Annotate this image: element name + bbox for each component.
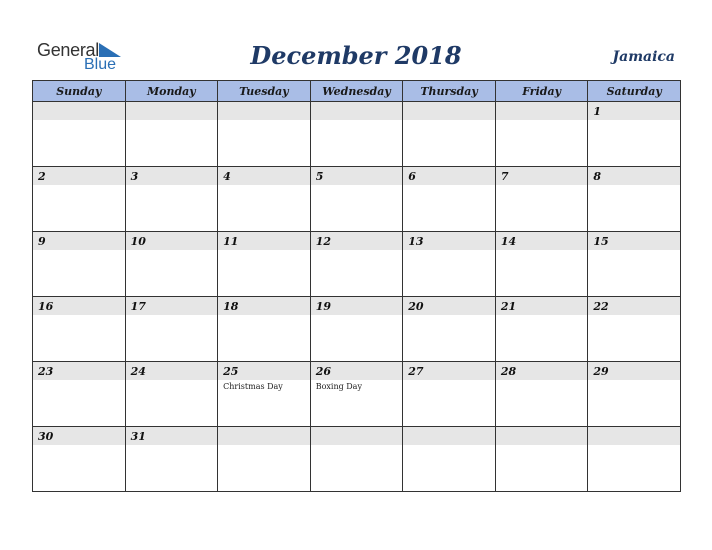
day-cell [495, 102, 588, 167]
day-number-band [126, 102, 218, 120]
week-row [33, 297, 681, 362]
day-number-band [311, 427, 403, 445]
weekday-header: Friday [495, 81, 588, 102]
weekday-header: Tuesday [218, 81, 311, 102]
week-row [33, 167, 681, 232]
day-number-band [311, 102, 403, 120]
week-row [33, 232, 681, 297]
day-cell [403, 102, 496, 167]
day-cell [310, 102, 403, 167]
day-cell [403, 167, 496, 232]
day-cell [310, 362, 403, 427]
day-number-band [588, 427, 680, 445]
day-cell [218, 167, 311, 232]
day-cell [125, 232, 218, 297]
holiday-label: Christmas Day [223, 382, 283, 391]
day-cell [125, 427, 218, 492]
day-number: 25 [223, 365, 239, 378]
day-cell [588, 427, 681, 492]
day-number: 8 [593, 170, 602, 183]
country-name: Jamaica [612, 49, 675, 65]
logo-text-general: General [37, 40, 99, 60]
day-cell [495, 427, 588, 492]
day-cell [588, 232, 681, 297]
day-cell [588, 362, 681, 427]
day-number-band [588, 102, 680, 120]
holiday-label: Boxing Day [315, 382, 362, 391]
day-number: 21 [500, 300, 517, 313]
day-number: 28 [500, 365, 517, 378]
day-number: 17 [130, 300, 146, 313]
day-cell [403, 297, 496, 362]
day-cell [33, 102, 126, 167]
day-cell [125, 297, 218, 362]
day-cell [125, 167, 218, 232]
day-number-band [403, 167, 495, 185]
day-number-band [218, 167, 310, 185]
day-number-band [588, 167, 680, 185]
day-cell [588, 102, 681, 167]
day-number-band [33, 167, 125, 185]
day-number: 1 [593, 105, 602, 118]
weekday-header: Monday [125, 81, 218, 102]
weekday-header: Saturday [588, 81, 681, 102]
day-number-band [33, 232, 125, 250]
day-number: 22 [593, 300, 609, 313]
day-number: 16 [38, 300, 54, 313]
day-cell [403, 427, 496, 492]
day-number-band [496, 167, 588, 185]
weekday-header: Wednesday [310, 81, 403, 102]
calendar-grid [32, 80, 681, 492]
day-cell [310, 427, 403, 492]
day-cell [218, 102, 311, 167]
day-cell [218, 297, 311, 362]
day-number: 30 [38, 430, 54, 443]
day-number: 20 [408, 300, 424, 313]
day-number: 3 [130, 170, 139, 183]
day-number: 4 [223, 170, 231, 183]
weekday-header: Sunday [33, 81, 126, 102]
day-cell [125, 362, 218, 427]
day-number: 31 [130, 430, 146, 443]
day-number: 14 [500, 235, 517, 248]
day-number: 18 [223, 300, 239, 313]
day-number-band [311, 167, 403, 185]
week-row [33, 362, 681, 427]
day-number: 23 [38, 365, 54, 378]
logo-text-blue: Blue [84, 56, 117, 73]
day-number: 24 [130, 365, 146, 378]
day-number: 9 [38, 235, 46, 248]
day-cell [125, 102, 218, 167]
day-number: 12 [315, 235, 331, 248]
day-cell [588, 167, 681, 232]
day-cell [218, 427, 311, 492]
day-cell [218, 232, 311, 297]
day-number: 7 [500, 170, 509, 183]
week-row [33, 102, 681, 167]
day-cell [310, 167, 403, 232]
day-cell [33, 297, 126, 362]
day-cell [403, 232, 496, 297]
day-number: 5 [315, 170, 324, 183]
day-cell [403, 362, 496, 427]
day-number-band [403, 427, 495, 445]
day-cell [495, 232, 588, 297]
day-number: 29 [593, 365, 609, 378]
day-number-band [218, 102, 310, 120]
week-row [33, 427, 681, 492]
day-number: 11 [223, 235, 239, 248]
day-number: 6 [408, 170, 416, 183]
weekday-header-row [33, 81, 681, 102]
day-cell [495, 362, 588, 427]
day-number-band [33, 102, 125, 120]
day-number: 27 [408, 365, 424, 378]
day-cell [495, 297, 588, 362]
day-number-band [218, 427, 310, 445]
weekday-header: Thursday [403, 81, 496, 102]
day-cell [33, 427, 126, 492]
day-cell [495, 167, 588, 232]
day-cell [33, 232, 126, 297]
day-cell [218, 362, 311, 427]
day-number-band [126, 167, 218, 185]
day-cell [33, 362, 126, 427]
day-number: 13 [408, 235, 424, 248]
day-cell [310, 297, 403, 362]
day-number: 2 [38, 170, 46, 183]
day-cell [33, 167, 126, 232]
day-number: 26 [315, 365, 331, 378]
day-number: 15 [593, 235, 609, 248]
day-number-band [496, 427, 588, 445]
day-cell [588, 297, 681, 362]
day-cell [310, 232, 403, 297]
day-number-band [403, 102, 495, 120]
day-number-band [496, 102, 588, 120]
day-number: 19 [315, 300, 331, 313]
day-number: 10 [130, 235, 146, 248]
calendar-title: December 2018 [250, 41, 462, 70]
